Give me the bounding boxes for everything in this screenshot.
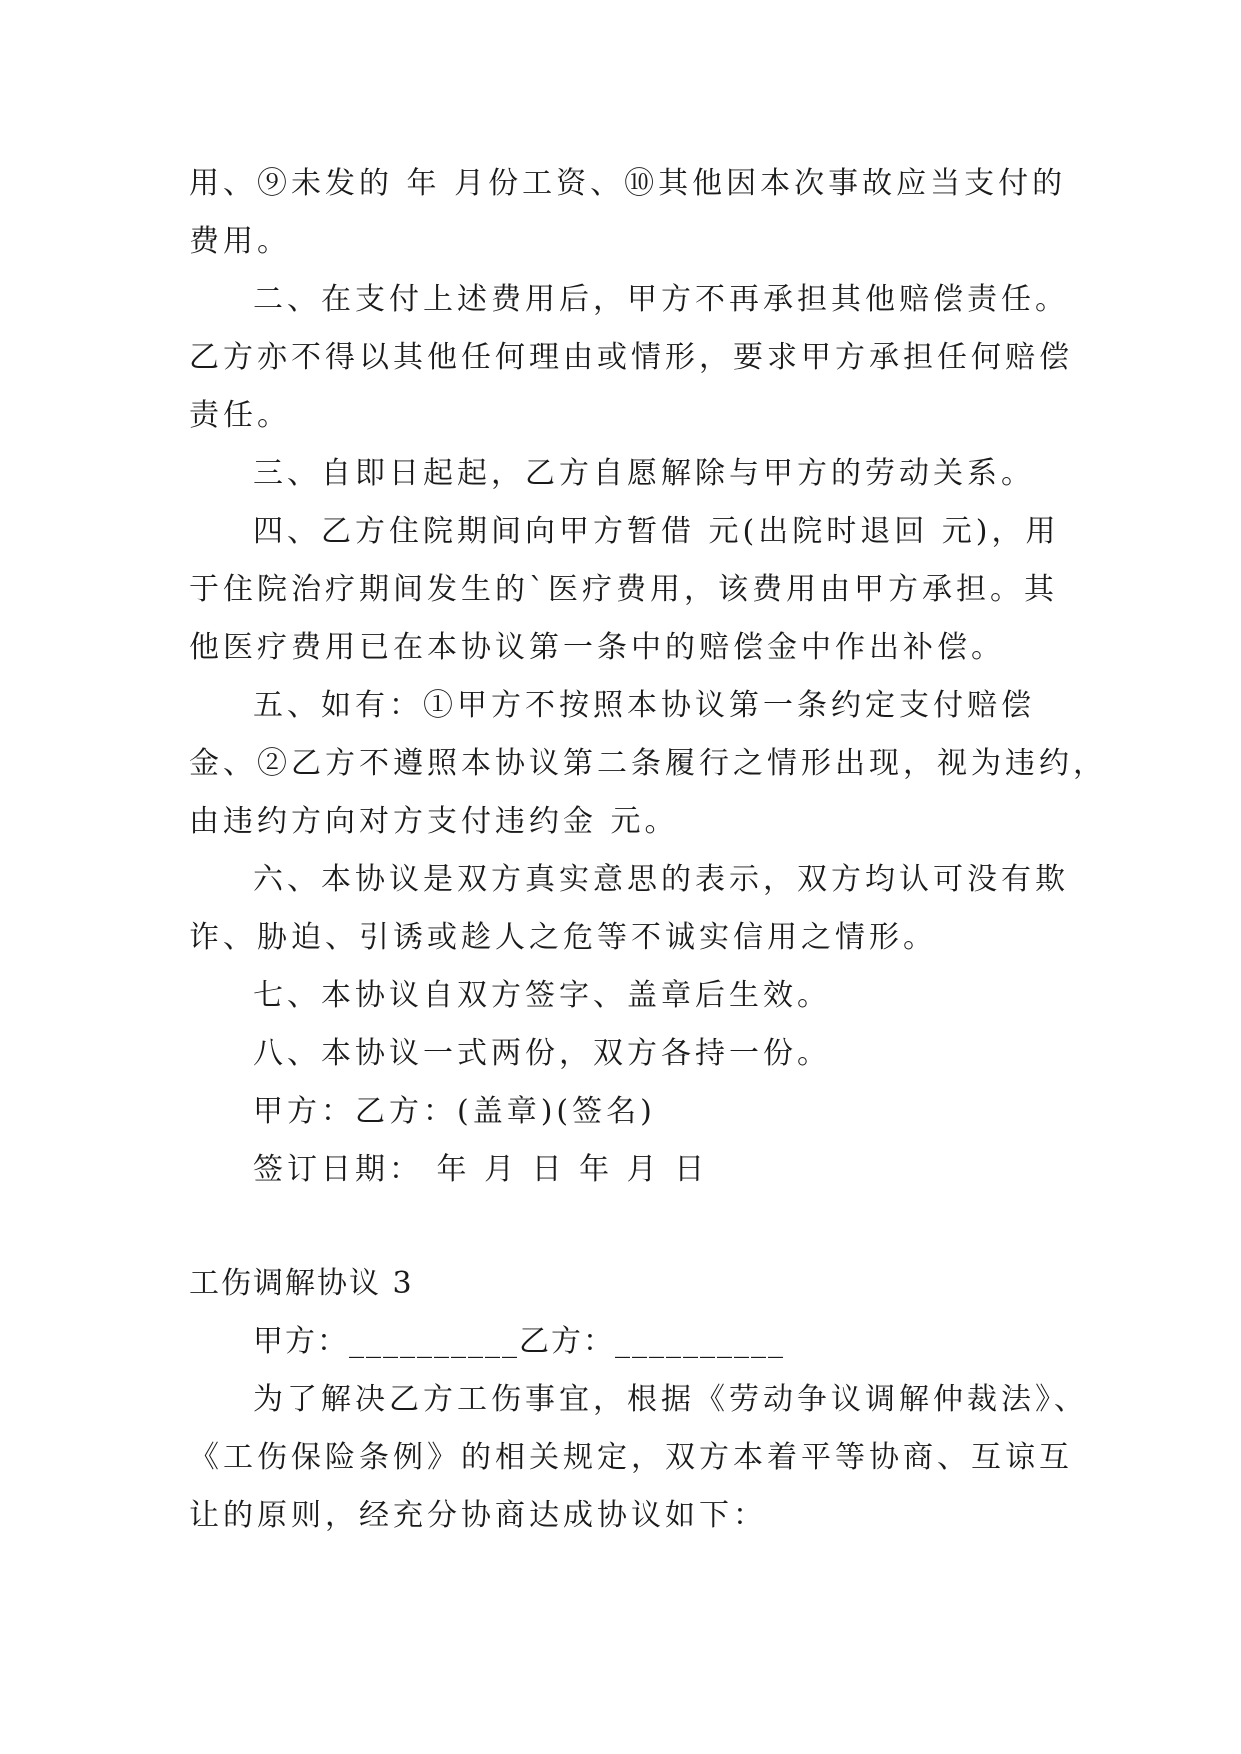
paragraph-line: 金、②乙方不遵照本协议第二条履行之情形出现，视为违约，	[189, 746, 1107, 781]
paragraph-line: 由违约方向对方支付违约金 元。	[189, 804, 679, 839]
paragraph-line: 费用。	[189, 224, 291, 259]
paragraph-line: 诈、胁迫、引诱或趁人之危等不诚实信用之情形。	[189, 920, 937, 955]
paragraph-line: 于住院治疗期间发生的`医疗费用，该费用由甲方承担。其	[189, 572, 1058, 607]
clause-eight-line: 八、本协议一式两份，双方各持一份。	[253, 1036, 831, 1071]
clause-two-line: 二、在支付上述费用后，甲方不再承担其他赔偿责任。	[253, 282, 1069, 317]
signature-parties-line: 甲方：乙方：(盖章)(签名)	[253, 1094, 656, 1129]
paragraph-line: 《工伤保险条例》的相关规定，双方本着平等协商、互谅互	[189, 1440, 1073, 1475]
section-title: 工伤调解协议 3	[189, 1266, 414, 1301]
intro-paragraph-line: 为了解决乙方工伤事宜，根据《劳动争议调解仲裁法》、	[253, 1382, 1088, 1417]
paragraph-line: 责任。	[189, 398, 291, 433]
clause-three-line: 三、自即日起起，乙方自愿解除与甲方的劳动关系。	[253, 456, 1035, 491]
paragraph-line: 让的原则，经充分协商达成协议如下：	[189, 1498, 767, 1533]
clause-six-line: 六、本协议是双方真实意思的表示，双方均认可没有欺	[253, 862, 1069, 897]
paragraph-line: 乙方亦不得以其他任何理由或情形，要求甲方承担任何赔偿	[189, 340, 1073, 375]
paragraph-line: 他医疗费用已在本协议第一条中的赔偿金中作出补偿。	[189, 630, 1005, 665]
signing-date-line: 签订日期： 年 月 日 年 月 日	[253, 1152, 709, 1187]
clause-four-line: 四、乙方住院期间向甲方暂借 元(出院时退回 元)，用	[253, 514, 1060, 549]
clause-five-line: 五、如有：①甲方不按照本协议第一条约定支付赔偿	[253, 688, 1035, 723]
clause-seven-line: 七、本协议自双方签字、盖章后生效。	[253, 978, 831, 1013]
paragraph-line: 用、⑨未发的 年 月份工资、⑩其他因本次事故应当支付的	[189, 166, 1067, 201]
parties-blank-line: 甲方：__________乙方：__________	[253, 1324, 785, 1359]
